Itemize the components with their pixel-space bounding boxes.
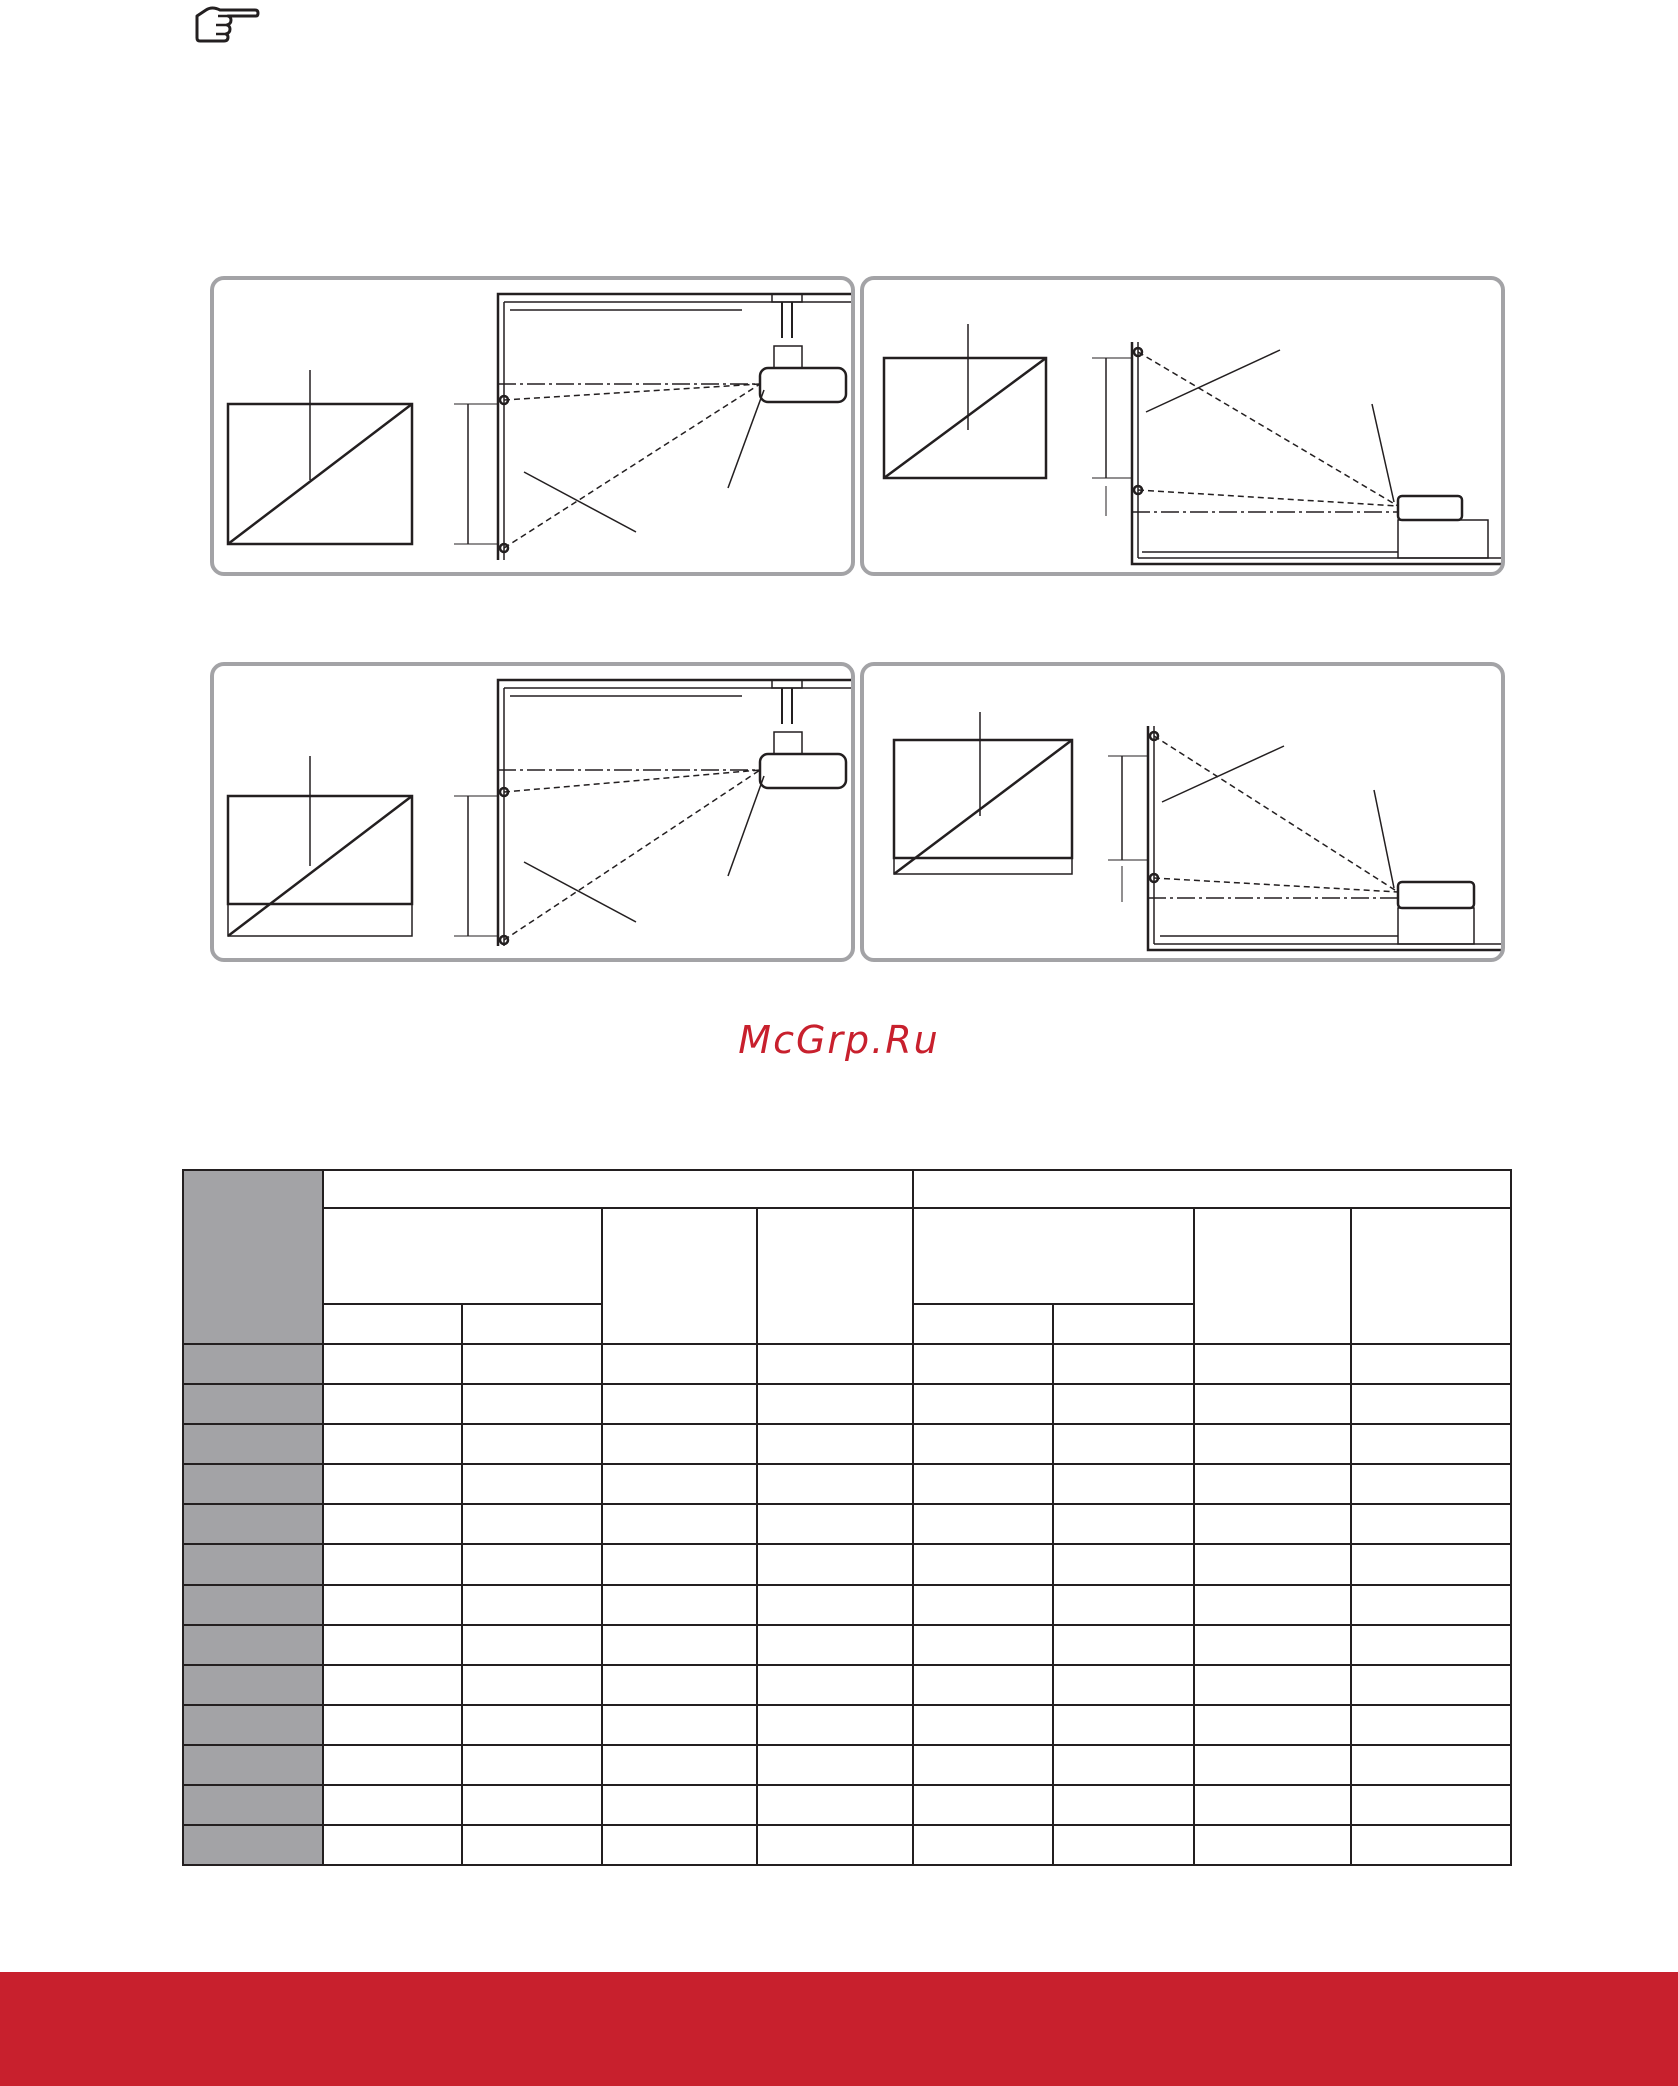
table-cell: [1194, 1504, 1351, 1544]
table-cell: [462, 1504, 602, 1544]
header-max-a: [462, 1304, 602, 1344]
pointing-hand-icon: [194, 4, 260, 44]
row-label-cell: [183, 1585, 323, 1625]
row-label-cell: [183, 1745, 323, 1785]
header-offset-a: [757, 1208, 913, 1344]
table-cell: [913, 1544, 1053, 1584]
row-label-cell: [183, 1504, 323, 1544]
table-cell: [602, 1464, 757, 1504]
table-cell: [462, 1585, 602, 1625]
table-row: [183, 1585, 1511, 1625]
table-cell: [323, 1585, 462, 1625]
table-row: [183, 1825, 1511, 1865]
table-cell: [913, 1504, 1053, 1544]
table-cell: [1351, 1544, 1511, 1584]
table-cell: [757, 1665, 913, 1705]
table-cell: [1194, 1825, 1351, 1865]
table-cell: [462, 1544, 602, 1584]
table-cell: [1194, 1665, 1351, 1705]
table-cell: [1053, 1464, 1194, 1504]
table-cell: [1194, 1384, 1351, 1424]
table-cell: [1053, 1424, 1194, 1464]
row-label-cell: [183, 1825, 323, 1865]
table-cell: [757, 1544, 913, 1584]
header-max-b: [1053, 1304, 1194, 1344]
table-cell: [913, 1745, 1053, 1785]
table-cell: [1194, 1705, 1351, 1745]
diagram-ceiling-mount-4-3: [210, 276, 855, 576]
table-cell: [323, 1785, 462, 1825]
table-cell: [1053, 1344, 1194, 1384]
table-cell: [323, 1384, 462, 1424]
table-cell: [602, 1785, 757, 1825]
table-cell: [757, 1625, 913, 1665]
table-cell: [913, 1585, 1053, 1625]
header-image-height-a: [602, 1208, 757, 1344]
row-label-cell: [183, 1625, 323, 1665]
row-label-cell: [183, 1384, 323, 1424]
table-cell: [1351, 1825, 1511, 1865]
row-label-cell: [183, 1705, 323, 1745]
table-cell: [1053, 1384, 1194, 1424]
row-label-cell: [183, 1665, 323, 1705]
table-cell: [1351, 1665, 1511, 1705]
row-label-cell: [183, 1344, 323, 1384]
table-cell: [1053, 1825, 1194, 1865]
table-cell: [1194, 1625, 1351, 1665]
header-min-b: [913, 1304, 1053, 1344]
row-label-cell: [183, 1464, 323, 1504]
table-cell: [913, 1384, 1053, 1424]
wall-ceiling: [498, 294, 855, 560]
projector-body: [760, 754, 846, 788]
table-cell: [1053, 1544, 1194, 1584]
table-cell: [1194, 1464, 1351, 1504]
table-cell: [1351, 1705, 1511, 1745]
table-cell: [1053, 1705, 1194, 1745]
diagram-floor-mount-4-3: [860, 276, 1505, 576]
table-cell: [757, 1705, 913, 1745]
table-cell: [602, 1625, 757, 1665]
header-offset-b: [1351, 1208, 1511, 1344]
table-cell: [602, 1705, 757, 1745]
table-row: [183, 1705, 1511, 1745]
table-cell: [1351, 1785, 1511, 1825]
table-cell: [913, 1625, 1053, 1665]
footer-bar: [0, 1972, 1678, 2086]
table-row: [183, 1424, 1511, 1464]
header-group-b: [913, 1170, 1511, 1208]
wall-floor: [1132, 342, 1505, 564]
header-screen-size: [183, 1170, 323, 1344]
table-cell: [602, 1424, 757, 1464]
table-cell: [462, 1745, 602, 1785]
table-cell: [757, 1785, 913, 1825]
table-row: [183, 1745, 1511, 1785]
table-cell: [1053, 1665, 1194, 1705]
table-cell: [1194, 1585, 1351, 1625]
table-row: [183, 1504, 1511, 1544]
table-cell: [913, 1785, 1053, 1825]
projector-body: [1398, 496, 1462, 520]
table-cell: [323, 1625, 462, 1665]
table-row: [183, 1785, 1511, 1825]
projection-dimensions-table: [182, 1169, 1512, 1866]
table-cell: [602, 1745, 757, 1785]
table-row: [183, 1544, 1511, 1584]
table-cell: [462, 1705, 602, 1745]
table-cell: [757, 1464, 913, 1504]
table-cell: [602, 1665, 757, 1705]
table-cell: [757, 1384, 913, 1424]
watermark: McGrp.Ru: [738, 1018, 940, 1062]
table-row: [183, 1344, 1511, 1384]
table-row: [183, 1384, 1511, 1424]
row-label-cell: [183, 1785, 323, 1825]
table-cell: [323, 1344, 462, 1384]
diagram-ceiling-mount-16-9: [210, 662, 855, 962]
table-cell: [1053, 1625, 1194, 1665]
table-cell: [462, 1825, 602, 1865]
table-cell: [913, 1344, 1053, 1384]
table-cell: [1053, 1785, 1194, 1825]
table-cell: [323, 1464, 462, 1504]
table-cell: [602, 1585, 757, 1625]
table-cell: [462, 1625, 602, 1665]
wall-ceiling: [498, 680, 855, 946]
table-cell: [757, 1825, 913, 1865]
table-cell: [1194, 1745, 1351, 1785]
table-cell: [602, 1384, 757, 1424]
table-row: [183, 1625, 1511, 1665]
table-cell: [913, 1424, 1053, 1464]
table-cell: [602, 1504, 757, 1544]
table-cell: [323, 1745, 462, 1785]
table-cell: [1194, 1544, 1351, 1584]
row-label-cell: [183, 1424, 323, 1464]
table-cell: [1351, 1384, 1511, 1424]
table-cell: [757, 1424, 913, 1464]
projector-body: [1398, 882, 1474, 908]
table-row: [183, 1464, 1511, 1504]
table-cell: [462, 1344, 602, 1384]
projector-body: [760, 368, 846, 402]
table-cell: [602, 1544, 757, 1584]
header-projection-distance-b: [913, 1208, 1194, 1304]
header-min-a: [323, 1304, 462, 1344]
table-cell: [913, 1825, 1053, 1865]
table-cell: [602, 1825, 757, 1865]
table-cell: [323, 1825, 462, 1865]
table-cell: [1053, 1504, 1194, 1544]
table-cell: [913, 1665, 1053, 1705]
table-cell: [323, 1705, 462, 1745]
table-cell: [462, 1665, 602, 1705]
table-cell: [1351, 1585, 1511, 1625]
diagram-floor-mount-16-9: [860, 662, 1505, 962]
table-cell: [462, 1464, 602, 1504]
table-cell: [1351, 1745, 1511, 1785]
table-cell: [462, 1384, 602, 1424]
header-group-a: [323, 1170, 913, 1208]
table-cell: [757, 1585, 913, 1625]
table-cell: [913, 1705, 1053, 1745]
table-cell: [1053, 1745, 1194, 1785]
table-cell: [757, 1344, 913, 1384]
table-cell: [602, 1344, 757, 1384]
table-cell: [323, 1424, 462, 1464]
header-projection-distance-a: [323, 1208, 602, 1304]
table-cell: [1194, 1424, 1351, 1464]
row-label-cell: [183, 1544, 323, 1584]
table-cell: [323, 1665, 462, 1705]
table-row: [183, 1665, 1511, 1705]
table-cell: [462, 1424, 602, 1464]
table-cell: [1194, 1785, 1351, 1825]
wall-floor: [1148, 726, 1505, 950]
table-cell: [1194, 1344, 1351, 1384]
table-cell: [323, 1504, 462, 1544]
table-cell: [1351, 1464, 1511, 1504]
table-cell: [1351, 1625, 1511, 1665]
table-cell: [757, 1745, 913, 1785]
header-image-height-b: [1194, 1208, 1351, 1344]
table-cell: [1053, 1585, 1194, 1625]
table-cell: [1351, 1504, 1511, 1544]
table-cell: [462, 1785, 602, 1825]
table-cell: [913, 1464, 1053, 1504]
table-cell: [1351, 1424, 1511, 1464]
table-cell: [1351, 1344, 1511, 1384]
table-cell: [757, 1504, 913, 1544]
table-cell: [323, 1544, 462, 1584]
